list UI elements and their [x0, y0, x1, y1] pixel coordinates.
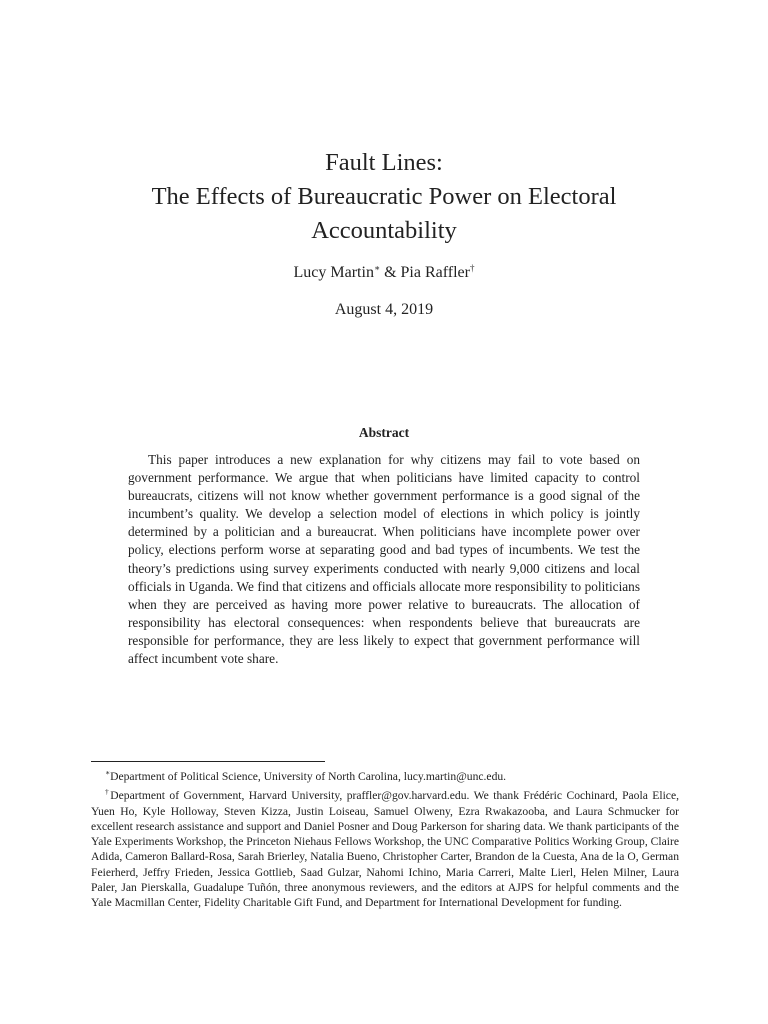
footnote: [91, 765, 679, 784]
footnote-mark: †: [105, 787, 111, 797]
paper-title: [60, 146, 708, 248]
footnote: [91, 784, 679, 910]
footnote-divider: [91, 761, 325, 762]
abstract-heading: Abstract: [358, 425, 410, 440]
publication-date: August 4, 2019: [334, 301, 434, 318]
title-line-3: Accountability: [311, 217, 457, 244]
footnote-text: Department of Government, Harvard University, praffler@gov.harvard.edu. We thank Frédéric Cochinard, Paola Elice, Yuen Ho, Kyle Holloway, Steven Kizza, Justin Loiseau, Samuel Olweny, Ezra Rwakazooba, and Laura Schmucker for excellent research assistance and support and Daniel Posner and Doug Parkerson for sharing data. We thank participants of the Yale Experiments Workshop, the Princeton Niehaus Fellows Workshop, the UNC Comparative Politics Working Group, Claire Adida, Cameron Ballard-Rosa, Sarah Brierley, Natalia Bueno, Christopher Carter, Brandon de la Cuesta, Ana de la O, German Feierherd, Jeffry Frieden, Jessica Gottlieb, Saad Gulzar, Nahomi Ichino, Maria Carreri, Malte Lierl, Helen Milner, Laura Paler, Jan Pierskalla, Guadalupe Tuñón, three anonymous reviewers, and the editors at AJPS for helpful comments and the Yale Macmillan Center, Fidelity Charitable Gift Fund, and Department for International Development for funding.: [91, 789, 679, 910]
author-line: [60, 263, 708, 282]
footnote-mark: ∗: [105, 768, 111, 777]
author-name: Pia Raffler: [400, 264, 470, 281]
footnotes: [91, 765, 679, 911]
author-footnote-mark: ∗: [373, 263, 381, 273]
title-line-1: Fault Lines:: [325, 149, 443, 176]
title-line-2: The Effects of Bureaucratic Power on Electoral: [151, 183, 617, 210]
abstract-text: This paper introduces a new explanation for why citizens may fail to vote based on government performance. We argue that when politicians have limited capacity to control bureaucrats, citizens will not know whether government performance is a good signal of the incumbent’s quality. We develop a selection model of elections in which policy is jointly determined by a politician and a bureaucrat. When politicians have incomplete power over policy, elections perform worse at separating good and bad types of incumbents. We test the theory’s predictions using survey experiments conducted with nearly 9,000 citizens and local officials in Uganda. We find that citizens and officials allocate more responsibility to politicians when they are perceived as having more power relative to bureaucrats. The allocation of responsibility has electoral consequences: when respondents believe that bureaucrats are responsible for performance, they are less likely to expect that government performance will affect incumbent vote share.: [128, 452, 640, 667]
author-name: Lucy Martin: [293, 264, 374, 281]
author-separator: &: [380, 264, 401, 281]
author-footnote-mark: †: [469, 263, 475, 273]
footnote-text: Department of Political Science, University of North Carolina, lucy.martin@unc.edu.: [110, 770, 507, 783]
